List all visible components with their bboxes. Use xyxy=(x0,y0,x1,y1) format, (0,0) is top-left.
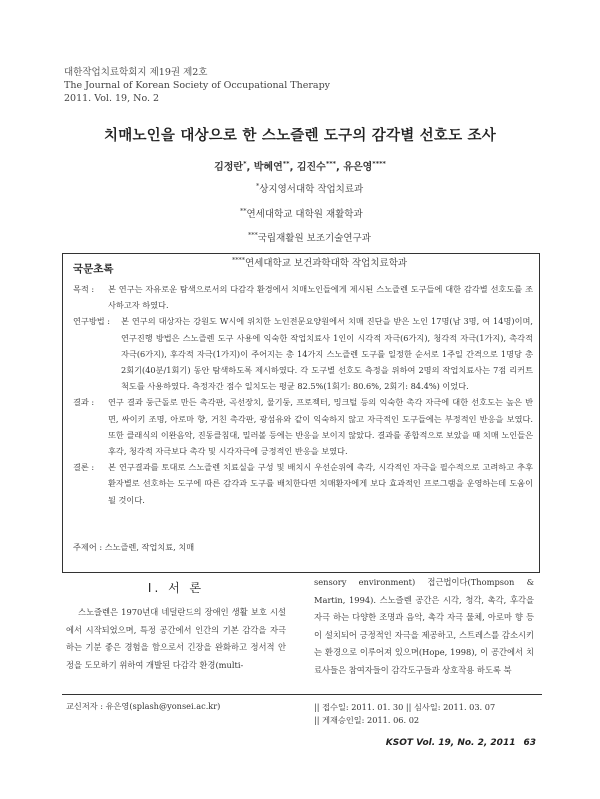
keywords xyxy=(73,542,194,553)
affiliation: **연세대학교 대학원 재활학과 xyxy=(240,206,363,220)
abstract-conclusion xyxy=(73,459,533,508)
section-text: 본 연구결과를 토대로 스노즐렌 치료실을 구성 및 배치시 우선순위에 촉각, 시각적인 자극을 필수적으로 고려하고 추후 환자별로 선호하는 도구에 따른 감각과 도구를 배치한다면 치매환자에게 보다 효과적인 프로그램을 운영하는데 도움이 될 것이다. xyxy=(108,462,533,505)
keywords-label: 주제어 : xyxy=(73,542,103,552)
author-name: 김정란 xyxy=(214,162,244,173)
author-mark: ** xyxy=(282,159,290,168)
section-text: 본 연구의 대상자는 강원도 W시에 위치한 노인전문요양원에서 치매 진단을 받은 노인 17명(남 3명, 여 14명)이며, 연구진행 방법은 스노즐렌 도구 사용에 익숙한 작업치료사 1인이 시각적 자극(6가지), 청각적 자극(1가지), 촉각적 자극(6가지), 후각적 자극(1가지)이 주어지는 총 14가지 스노즐렌 도구를 일정한 순서로 1주일 간격으로 1명당 총 2회기(40분/1회기) 동안 탐색하도록 제시하였다. 각 도구별 선호도 측정을 위하여 2명의 작업치료사는 7점 리커트 척도를 사용하였다. 측정자간 점수 일치도는 평균 82.5%(1회기: 80.6%, 2회기: 84.4%) 이었다. xyxy=(121,316,533,392)
section-text: 연구 결과 둥근돌로 만든 촉각판, 곡선장치, 물기둥, 프로젝터, 밍크털 등의 익숙한 촉각 자극에 대한 선호도는 높은 반면, 싸이키 조명, 아로마 향, 거친 촉각판, 광섬유와 같이 익숙하지 않고 자극적인 도구들에는 부정적인 반응을 보였다. 또한 클래식의 이완음악, 진동클침대, 밀러볼 등에는 반응을 보이지 않았다. 결과를 종합적으로 보았을 때 치매 노인들은 후각, 청각적 자극보다 촉각 및 시각자극에 긍정적인 반응을 보였다. xyxy=(108,397,533,457)
author-name: 김진수 xyxy=(296,162,326,173)
author-mark: * xyxy=(243,159,247,168)
abstract-methods xyxy=(73,313,533,394)
journal-name-korean: 대한작업치료학회지 제19권 제2호 xyxy=(64,67,208,78)
affiliation: ***국립재활원 보조기술연구과 xyxy=(248,231,371,245)
abstract-body xyxy=(73,281,533,508)
journal-name-english: The Journal of Korean Society of Occupational Therapy xyxy=(64,80,331,91)
abstract-heading: 국문초록 xyxy=(73,263,114,275)
section-heading: Ⅰ. 서 론 xyxy=(147,581,205,595)
paper-title: 치매노인을 대상으로 한 스노즐렌 도구의 감각별 선호도 조사 xyxy=(104,128,496,144)
page-number: 63 xyxy=(523,738,536,748)
abstract-purpose xyxy=(73,281,533,313)
section-label: 목적 : xyxy=(73,284,95,294)
section-text: 본 연구는 자유로운 탐색으로서의 다감각 환경에서 치매노인들에게 제시된 스노즐렌 도구들에 대한 감각별 선호도를 조사하고자 하였다. xyxy=(108,284,533,311)
body-paragraph: 스노즐렌은 1970년대 네덜란드의 장애인 생활 보호 시설에서 시작되었으며, 특정 공간에서 인간의 기본 감각을 자극하는 기분 좋은 경험을 함으로서 긴장을 완화하고 정서적 안정을 도모하기 위하여 개발된 다감각 환경(multi- xyxy=(66,607,286,670)
body-column-left xyxy=(66,574,286,674)
affiliation: ****연세대학교 보건과학대학 작업치료학과 xyxy=(232,255,408,270)
author-name: 박혜연 xyxy=(253,162,283,173)
author-mark: **** xyxy=(372,159,386,168)
page-footer xyxy=(386,738,536,748)
abstract-box xyxy=(62,253,540,573)
section-label: 연구방법 : xyxy=(73,316,110,327)
journal-info xyxy=(64,66,330,105)
journal-volume: 2011. Vol. 19, No. 2 xyxy=(64,93,160,104)
section-label: 결론 : xyxy=(73,462,95,473)
manuscript-dates xyxy=(314,701,495,727)
affiliation: *상지영서대학 작업치료과 xyxy=(256,182,364,196)
corresponding-author: 교신저자 : 유은영(splash@yonsei.ac.kr) xyxy=(66,701,221,711)
author-name: 유은영 xyxy=(343,162,373,173)
abstract-results xyxy=(73,394,533,459)
received-date: || 접수일: 2011. 01. 30 || 심사일: 2011. 03. 07 xyxy=(314,702,496,712)
body-paragraph: sensory environment) 접근법이다(Thompson & Martin, 1994). 스노즐렌 공간은 시각, 청각, 촉각, 후각을 자극 하는 다양한 조명과 음악, 촉각 자극 물체, 아로마 향 등이 설치되어 긍정적인 자극을 제공하고, 스트레스를 감소시키는 환경으로 이루어져 있으며(Hope, 1998), 이 공간에서 치료사들은 참여자들이 감각도구들과 상호작용 하도록 북 xyxy=(314,577,534,675)
journal-reference: KSOT Vol. 19, No. 2, 2011 xyxy=(385,738,516,748)
keywords-text: 스노즐렌, 작업치료, 치매 xyxy=(104,542,195,552)
accepted-date: || 게재승인일: 2011. 06. 02 xyxy=(314,715,420,725)
footnote-divider xyxy=(62,694,542,695)
section-label: 결과 : xyxy=(73,397,95,408)
body-column-right xyxy=(314,574,534,680)
author-mark: *** xyxy=(325,159,337,168)
author-list: 김정란*, 박혜연**, 김진수***, 유은영**** xyxy=(214,159,386,173)
